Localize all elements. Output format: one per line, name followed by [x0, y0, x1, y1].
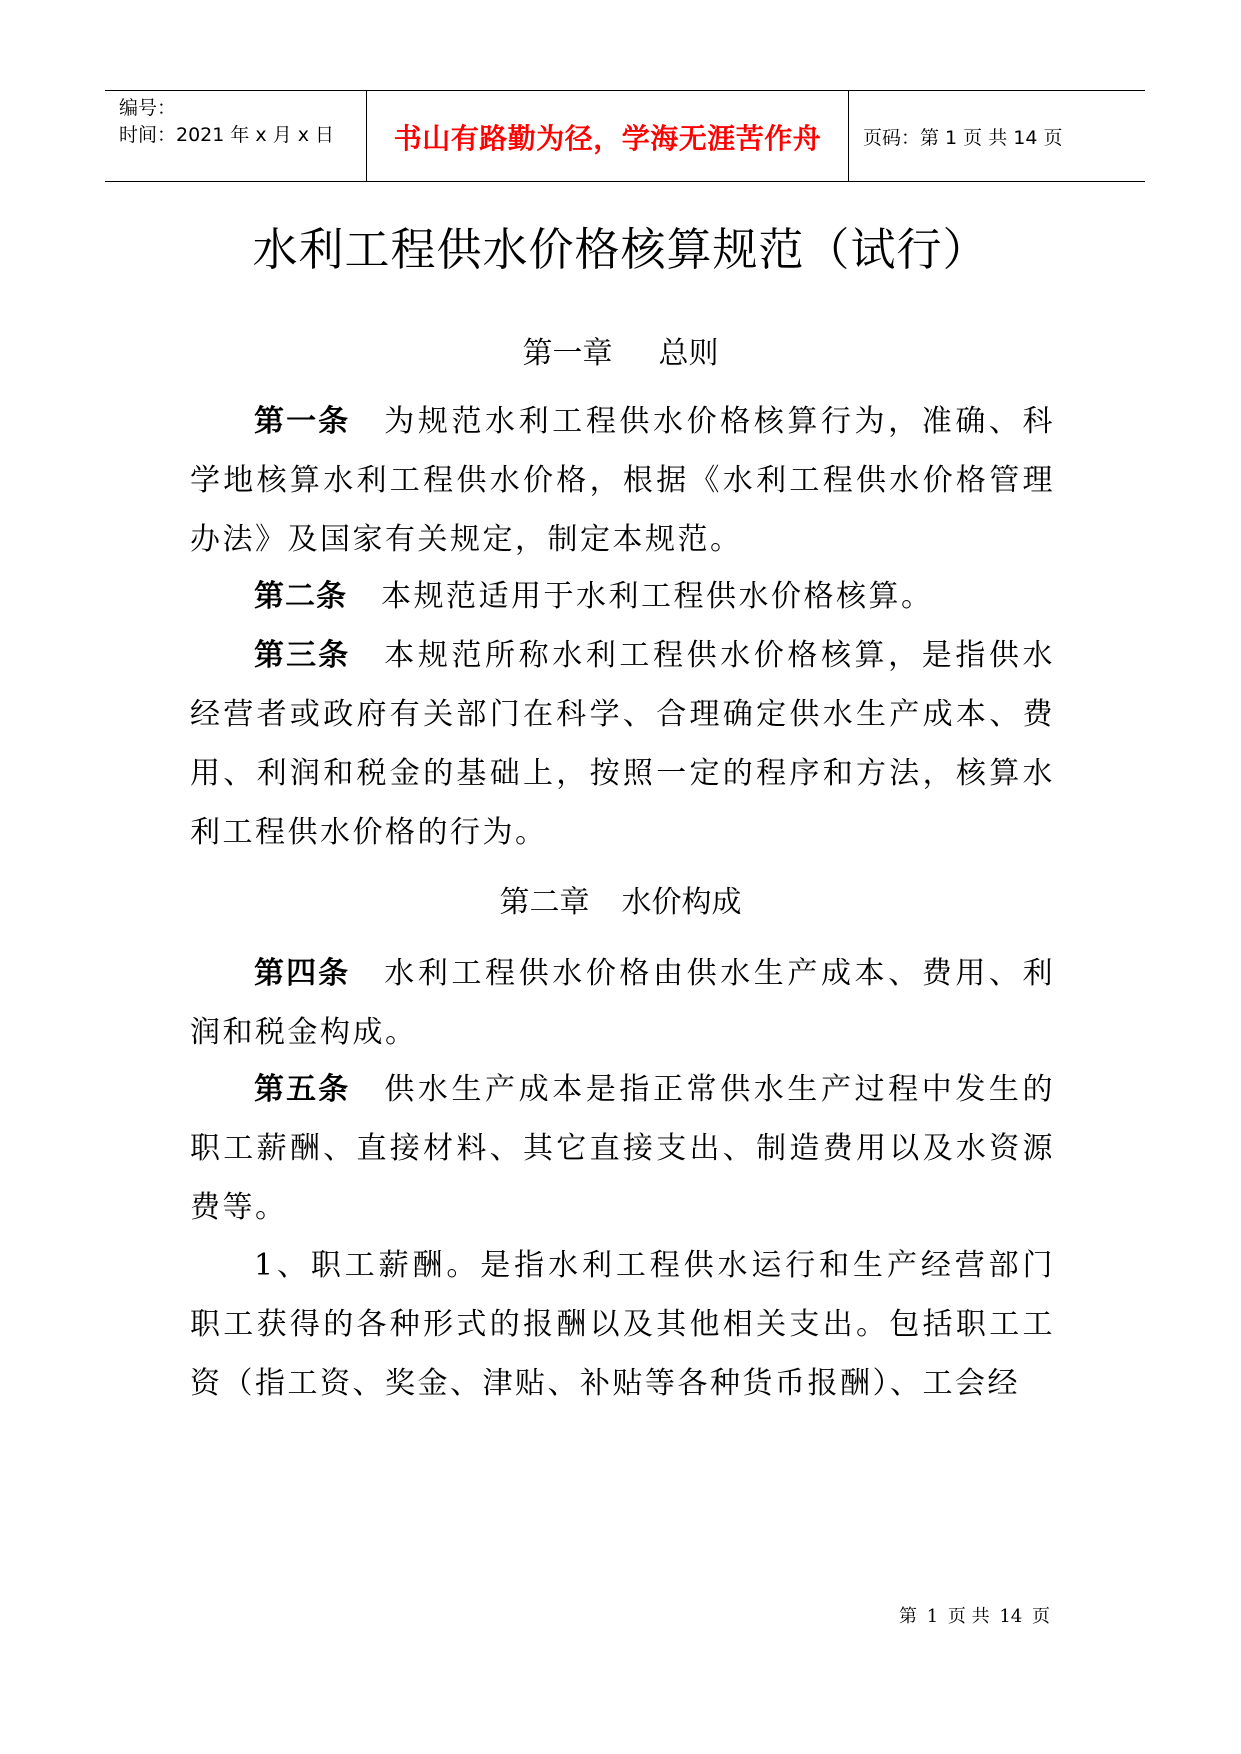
header-page-cell: [849, 91, 1145, 181]
article-text: 本规范适用于水利工程供水价格核算。: [381, 579, 934, 614]
chapter-name: 水价构成: [621, 885, 742, 920]
article-text: 本规范所称水利工程供水价格核算，是指供水经营者或政府有关部门在科学、合理确定供水生产成本、费用、利润和税金的基础上，按照一定的程序和方法，核算水利工程供水价格的行为。: [190, 638, 1056, 850]
header-info-cell: [105, 91, 367, 181]
chapter-heading-2: [0, 877, 1241, 921]
article-5: [190, 1060, 1055, 1237]
article-label: 第三条: [254, 638, 351, 673]
footer-page-suffix: 页: [1032, 1606, 1050, 1627]
article-text: 为规范水利工程供水价格核算行为，准确、科学地核算水利工程供水价格，根据《水利工程供水价格管理办法》及国家有关规定，制定本规范。: [190, 404, 1056, 557]
page-footer: [0, 1602, 1052, 1628]
footer-page-mid: 页 共: [947, 1606, 990, 1627]
chapter-name: 总则: [658, 336, 719, 371]
article-text: 供水生产成本是指正常供水生产过程中发生的职工薪酬、直接材料、其它直接支出、制造费用以及水资源费等。: [190, 1072, 1056, 1225]
article-1: [190, 392, 1055, 569]
footer-page-number: 1: [926, 1606, 939, 1627]
article-3: [190, 626, 1055, 862]
header-motto: 书山有路勤为径，学海无涯苦作舟: [393, 122, 822, 155]
footer-page-total: 14: [999, 1606, 1023, 1627]
article-2: [190, 567, 1055, 626]
article-label: 第四条: [254, 956, 351, 991]
header-page-number: 页码：第 1 页 共 14 页: [863, 127, 1063, 149]
document-title: 水利工程供水价格核算规范（试行）: [252, 223, 989, 276]
page-header: [105, 90, 1145, 182]
chapter-label: 第二章: [499, 885, 590, 920]
article-4: [190, 944, 1055, 1062]
document-number-label: 编号：: [119, 97, 177, 119]
article-text: 水利工程供水价格由供水生产成本、费用、利润和税金构成。: [190, 956, 1056, 1050]
list-item-1: 1、职工薪酬。是指水利工程供水运行和生产经营部门职工获得的各种形式的报酬以及其他相关支出。包括职工工资（指工资、奖金、津贴、补贴等各种货币报酬）、工会经: [190, 1248, 1055, 1401]
article-label: 第五条: [254, 1072, 351, 1107]
document-time-label: 时间：2021 年 x 月 x 日: [119, 124, 335, 146]
header-motto-cell: [367, 91, 849, 181]
article-label: 第二条: [254, 579, 347, 614]
footer-page-prefix: 第: [898, 1606, 917, 1627]
chapter-label: 第一章: [522, 336, 613, 371]
chapter-heading-1: [0, 328, 1241, 372]
article-label: 第一条: [254, 404, 351, 439]
